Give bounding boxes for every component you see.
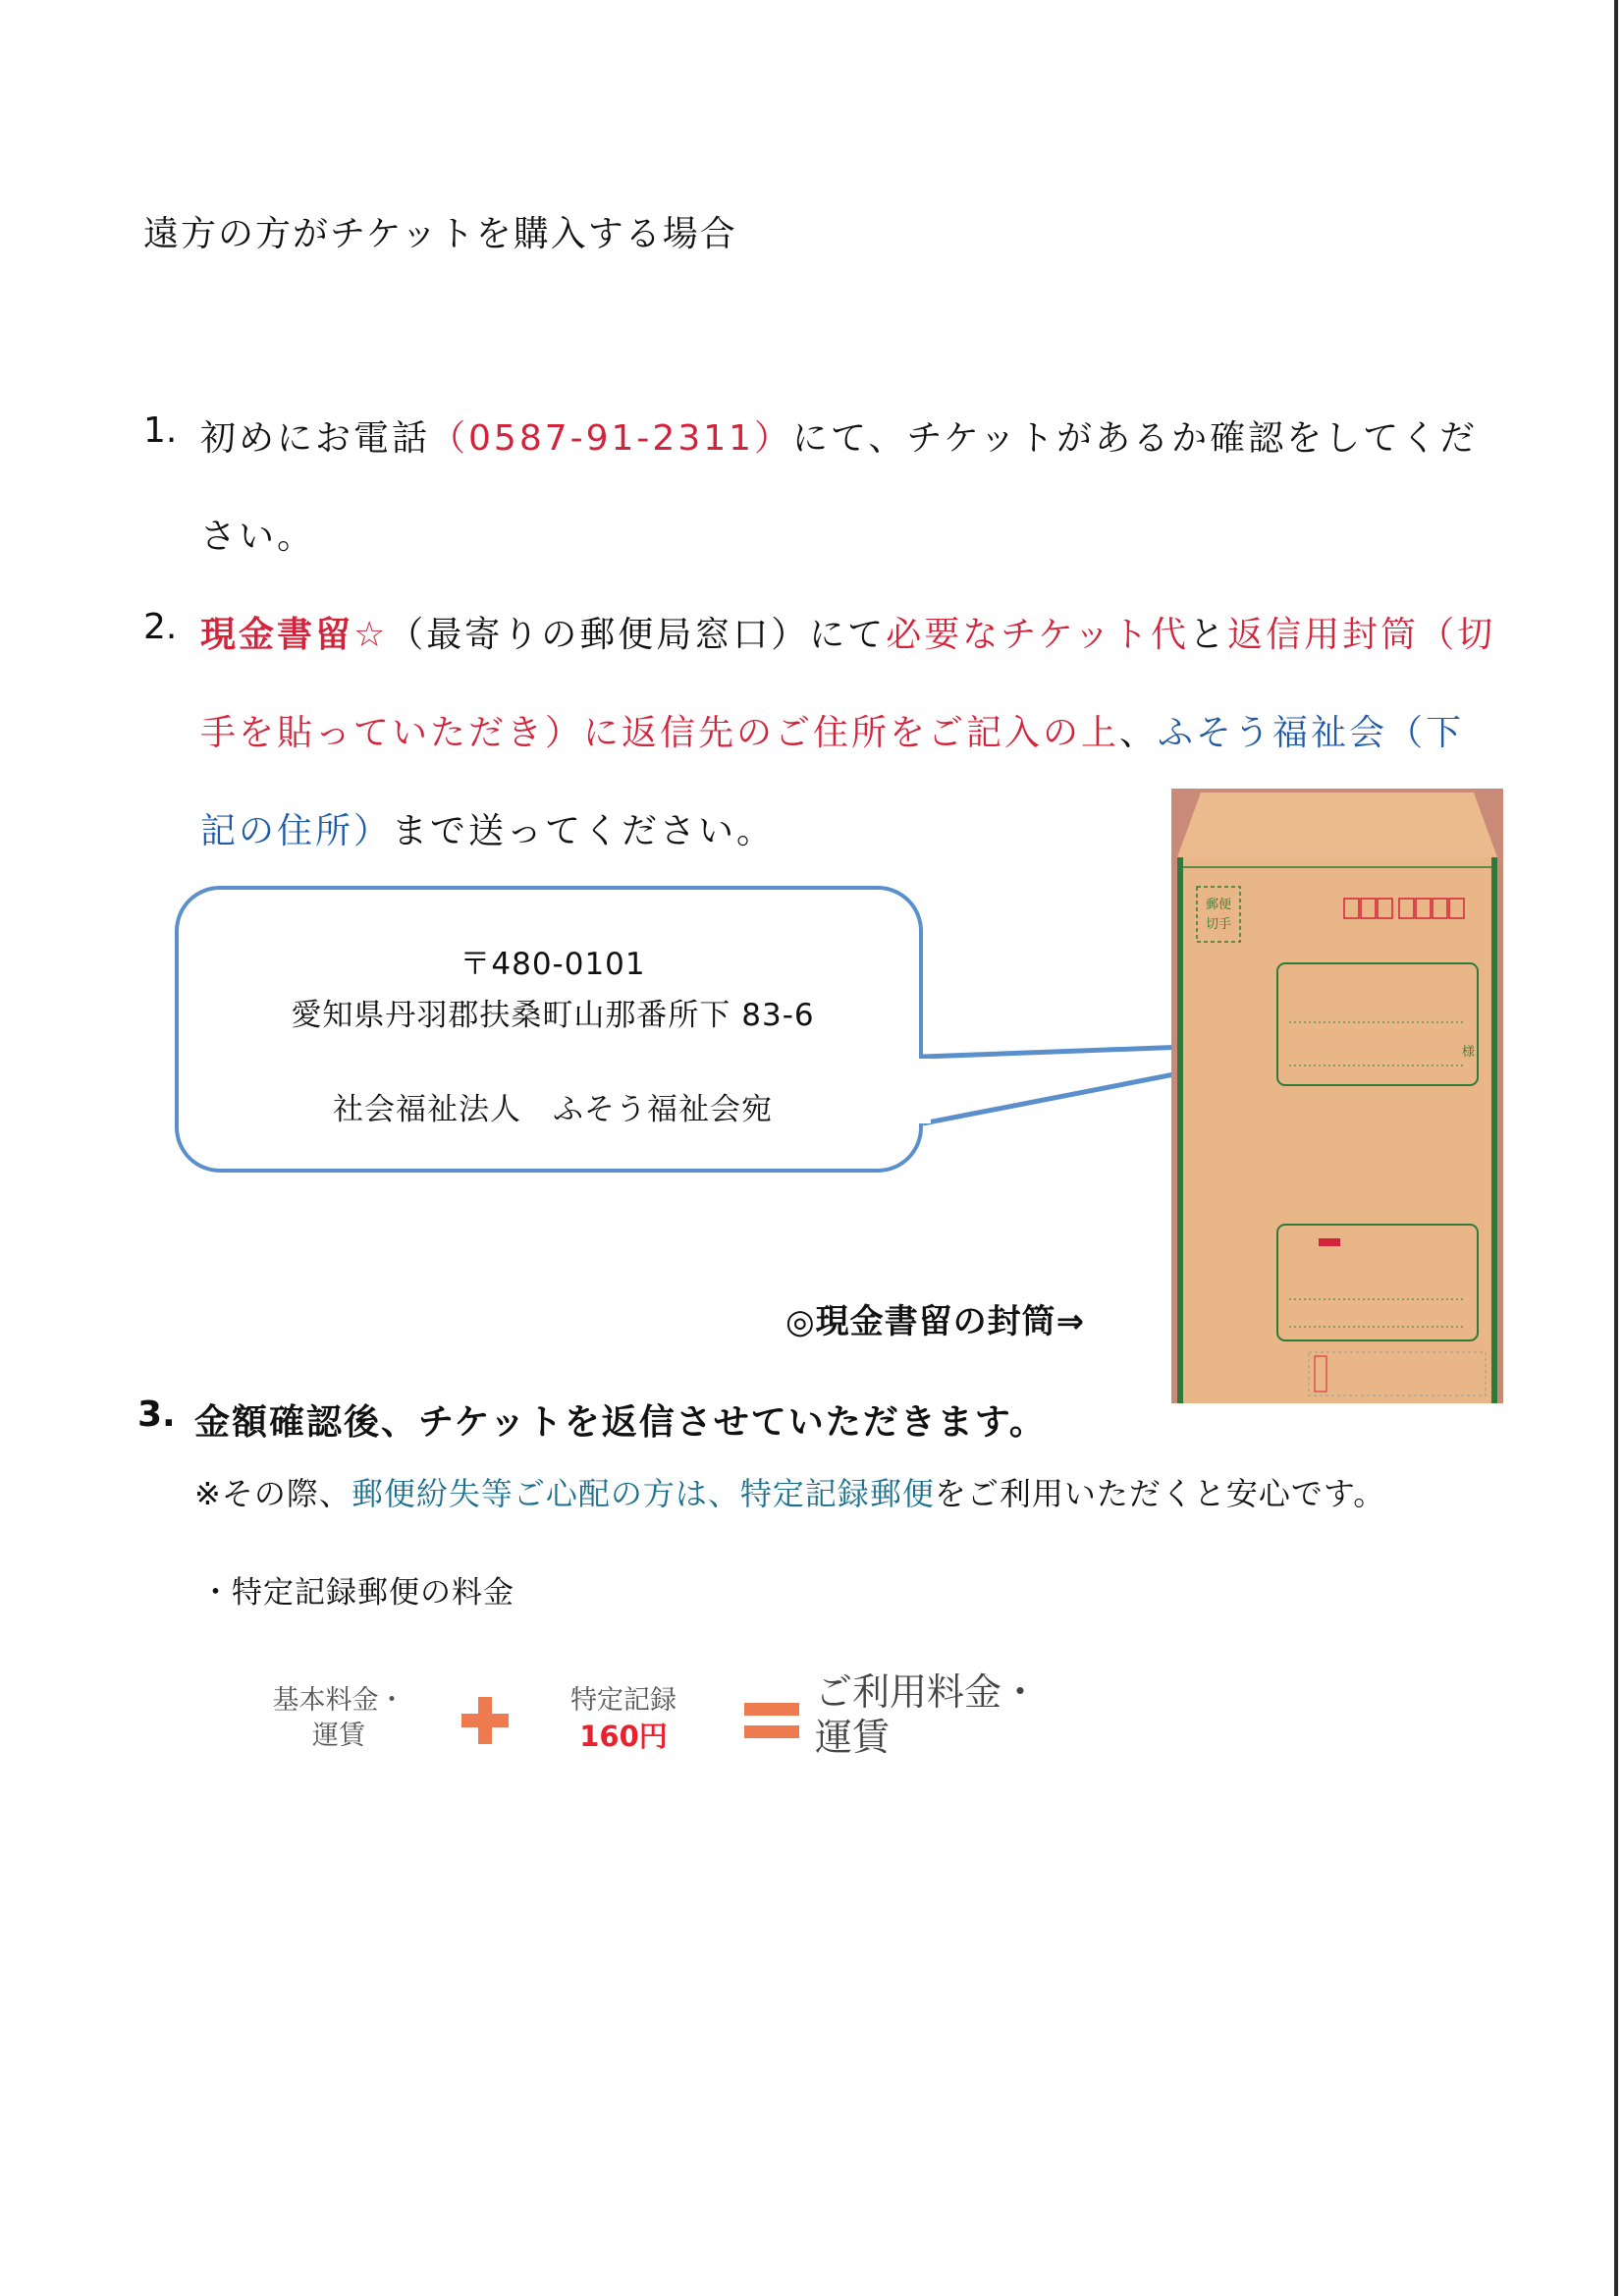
envelope-stamp-label-2: 切手	[1205, 917, 1232, 932]
formula-base-line2: 運賃	[312, 1721, 365, 1751]
address-street: 愛知県丹羽郡扶桑町山那番所下 83-6	[291, 998, 815, 1033]
step2-line1	[200, 607, 1495, 657]
formula-base-fee	[265, 1683, 412, 1754]
scan-edge-line	[1614, 0, 1618, 2296]
equals-icon	[742, 1699, 801, 1744]
step1-line1	[200, 410, 1478, 461]
page-title: 遠方の方がチケットを購入する場合	[143, 214, 737, 254]
formula-special-price: 160円	[579, 1720, 668, 1753]
bubble-joint-mask	[917, 1059, 931, 1123]
step1-text-b: にて、チケットがあるか確認をしてくだ	[792, 418, 1479, 459]
step2-line2-blue: ふそう福祉会（下	[1158, 713, 1465, 753]
formula-total	[815, 1669, 1039, 1760]
step1-phone: （0587-91-2311）	[430, 418, 793, 459]
formula-special-fee	[550, 1683, 697, 1754]
step1-text-a: 初めにお電話	[200, 418, 431, 459]
step2-line3-blue: 記の住所）	[200, 811, 393, 851]
envelope-stamp-label-1: 郵便	[1205, 898, 1232, 912]
step2-line2-red: 手を貼っていただき）に返信先のご住所をご記入の上	[200, 713, 1120, 753]
step3-text: 金額確認後、チケットを返信させていただきます。	[194, 1402, 1047, 1443]
step3-note	[194, 1469, 1385, 1514]
step3-number: 3.	[137, 1394, 176, 1435]
step2-line3-text: まで送ってください。	[392, 811, 776, 851]
step2-line2	[200, 705, 1464, 755]
step2-text-d: と	[1189, 615, 1228, 655]
step2-registered-mail: 現金書留☆	[200, 615, 389, 655]
step2-line2-comma: 、	[1119, 713, 1159, 753]
address-bubble	[175, 886, 923, 1173]
step2-number: 2.	[143, 607, 178, 647]
plus-icon	[458, 1693, 513, 1748]
envelope-image	[1171, 789, 1503, 1403]
formula-total-line1: ご利用料金・	[815, 1670, 1040, 1714]
envelope-sama: 様	[1462, 1045, 1476, 1060]
fee-title: ・特定記録郵便の料金	[200, 1575, 514, 1611]
step2-text-b: （最寄りの郵便局窓口）にて	[388, 615, 887, 655]
step1-line2: さい。	[200, 517, 316, 557]
envelope-caption: ◎現金書留の封筒⇒	[785, 1302, 1086, 1341]
step2-ticket-fee: 必要なチケット代	[886, 615, 1190, 655]
address-postal-code: 〒480-0101	[460, 947, 646, 982]
step2-line3	[200, 803, 775, 853]
step2-return-envelope: 返信用封筒（切	[1227, 615, 1496, 655]
step1-number: 1.	[143, 410, 178, 451]
formula-total-line2: 運賃	[815, 1716, 891, 1759]
formula-base-line1: 基本料金・	[272, 1685, 406, 1716]
step3-note-b: 郵便紛失等ご心配の方は、特定記録郵便	[351, 1475, 935, 1512]
fee-formula	[265, 1660, 1070, 1777]
address-recipient: 社会福祉法人 ふそう福祉会宛	[333, 1092, 773, 1127]
step3-note-c: をご利用いただくと安心です。	[934, 1475, 1386, 1512]
step3-note-a: ※その際、	[194, 1475, 352, 1512]
formula-special-line1: 特定記録	[570, 1685, 676, 1716]
